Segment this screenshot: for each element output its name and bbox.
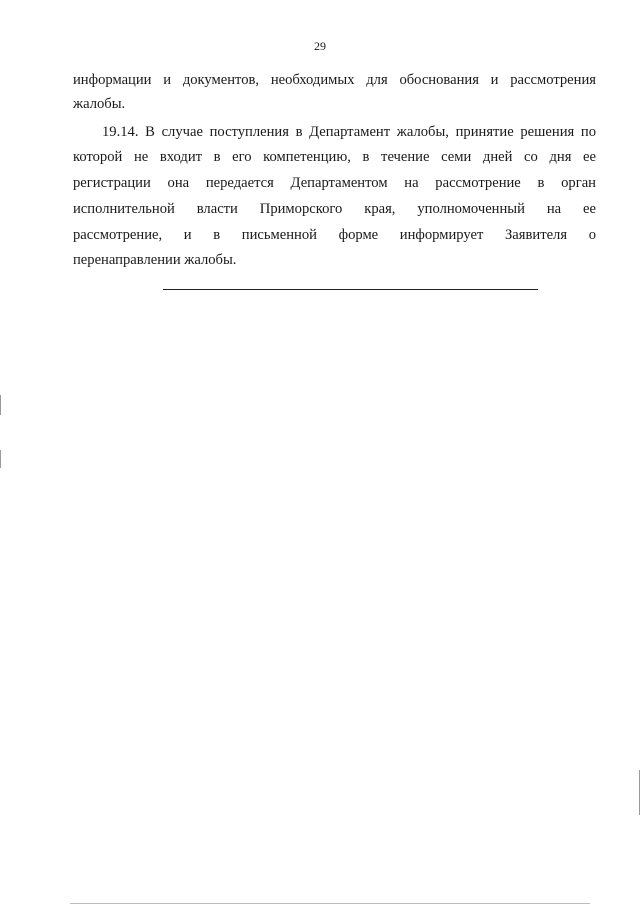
text-line: исполнительной власти Приморского края, уполномоченный на ее [73,201,596,217]
text-line: регистрации она передается Департаментом на рассмотрение в орган [73,175,596,191]
scan-artifact [0,395,1,415]
text-line: информации и документов, необходимых для обоснования и рассмотрения [73,72,596,88]
page-number: 29 [314,39,326,53]
text-line: перенаправлении жалобы. [73,252,237,268]
text-line: которой не входит в его компетенцию, в течение семи дней со дня ее [73,149,596,165]
text-line: 19.14. В случае поступления в Департамент жалобы, принятие решения по [102,124,596,140]
scan-artifact [0,450,1,468]
text-line: рассмотрение, и в письменной форме информирует Заявителя о [73,227,596,243]
text-line: жалобы. [73,96,126,112]
section-separator-line [163,289,538,290]
scan-bottom-edge [70,903,590,904]
